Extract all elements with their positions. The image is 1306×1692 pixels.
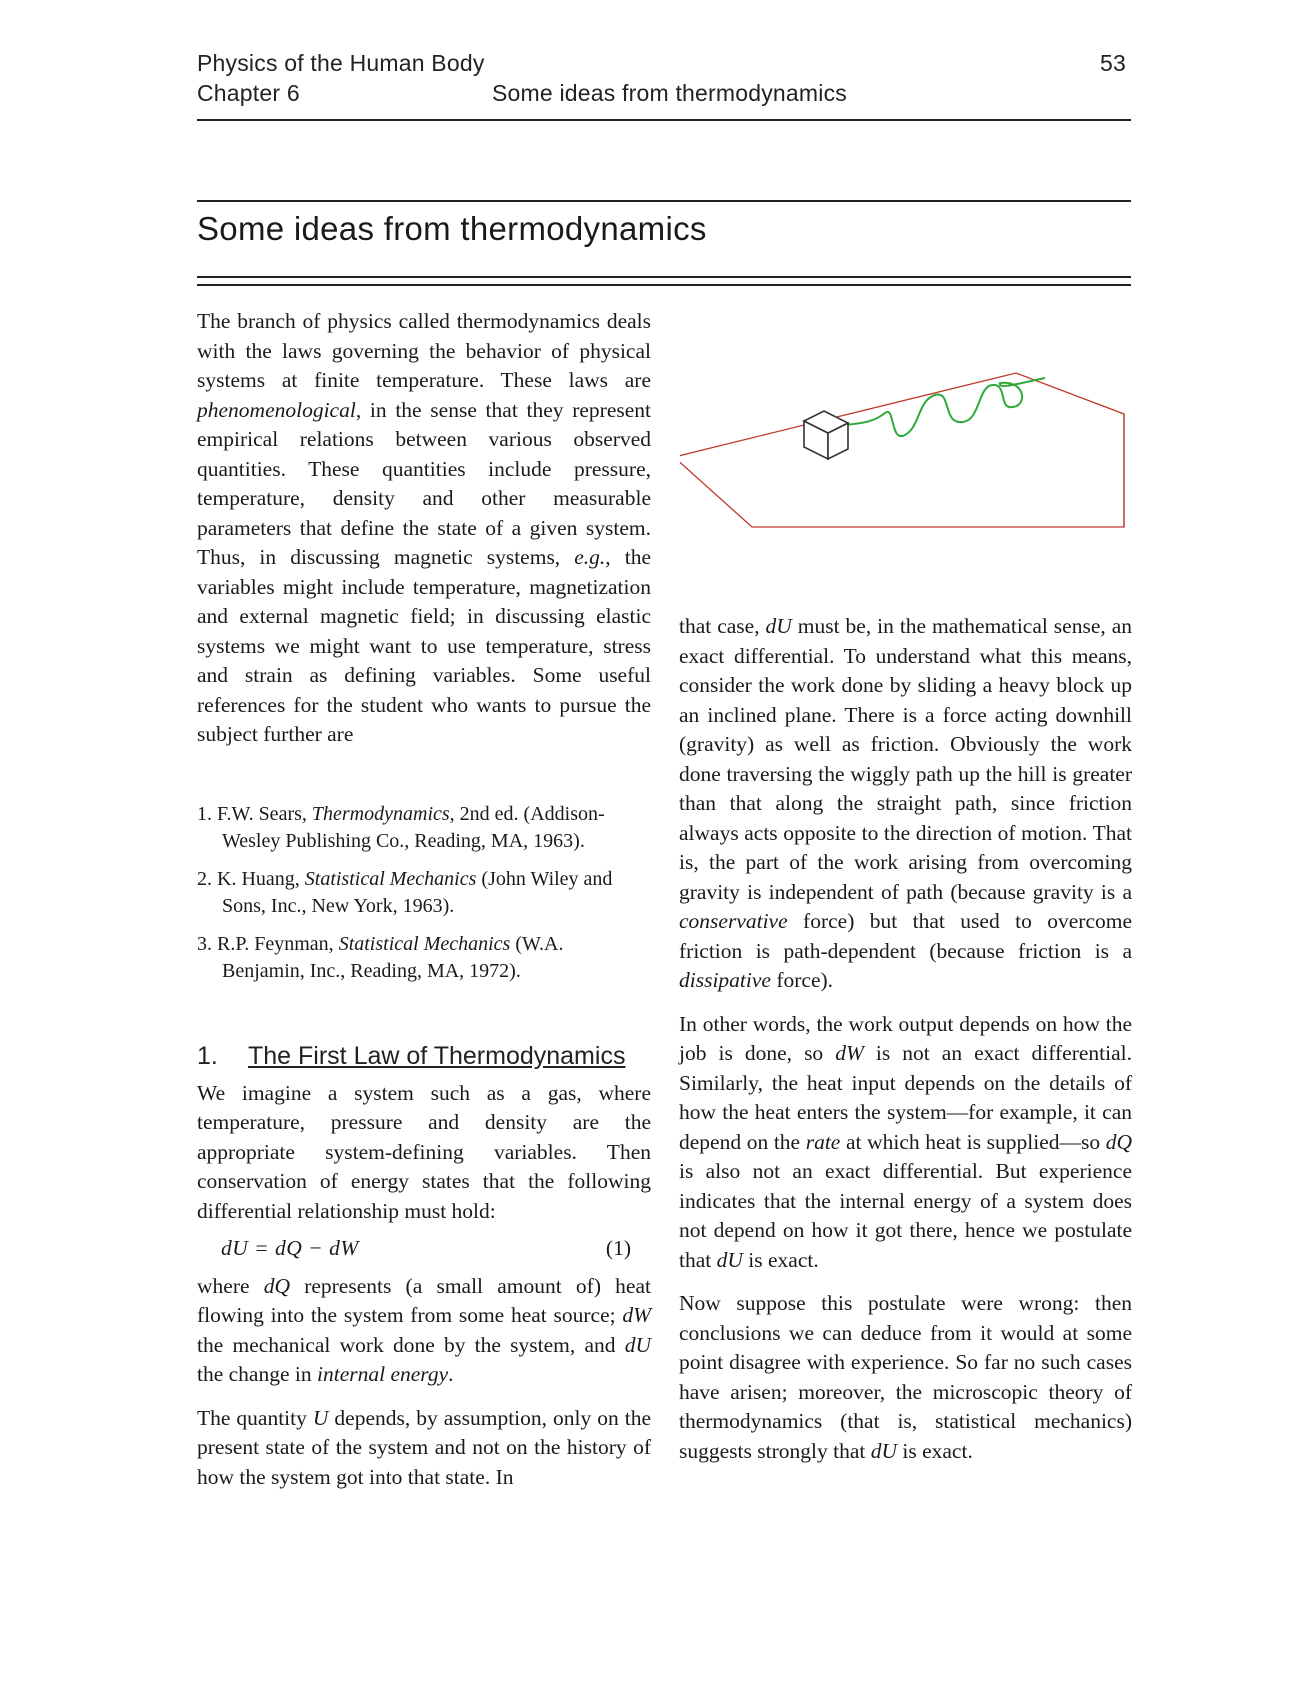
reference-item [197,801,651,855]
right-paragraph-3 [679,1289,1132,1466]
intro-text-1: The branch of physics called thermodynamics deals with the laws governing the behavior of physical systems at finite temperature. These laws are [197,309,651,392]
reference-title: Statistical Mechanics [338,932,511,955]
text-run: the mechanical work done by the system, and [197,1332,625,1357]
running-header-chapter: Chapter 6 [197,80,300,106]
emphasis-dq: dQ [263,1273,290,1298]
emphasis-dissipative: dissipative [679,968,771,992]
equation-number: (1) [605,1236,631,1260]
right-column [679,612,1132,1466]
emphasis-dw: dW [622,1303,651,1327]
reference-item [197,931,651,985]
title-bottom-rule-2 [197,284,1131,286]
reference-publisher: (John Wiley and Sons, Inc., New York, 1963). [222,867,613,917]
reference-list [197,801,651,985]
text-run: depends, by assumption, only on the present state of the system and not on the history of how the system got into that state. In [197,1405,651,1489]
header-rule [197,119,1131,121]
text-run: In other words, the work output depends on how the job is done, so [679,1011,1132,1065]
emphasis-conservative: conservative [679,909,788,933]
emphasis-internal-energy: internal energy [317,1362,449,1386]
reference-title: Statistical Mechanics [304,867,477,890]
section-heading [197,1040,651,1072]
text-run: . [448,1362,454,1386]
right-paragraph-2 [679,1010,1132,1276]
reference-author: 2. K. Huang, [197,867,305,890]
running-header-section: Some ideas from thermodynamics [492,80,847,106]
right-paragraph-1 [679,612,1132,996]
text-run: The quantity [197,1405,313,1430]
wiggly-path [830,378,1045,436]
sliding-block [804,411,848,459]
reference-author: 3. R.P. Feynman, [197,932,339,955]
section-number: 1. [197,1041,218,1070]
text-run: is also not an exact differential. But experience indicates that the internal energy of a system does not depend on how it got there, hence we postulate that [679,1159,1132,1272]
intro-emphasis-eg: e.g. [574,545,606,569]
text-run: that case, [679,614,766,638]
text-run: Now suppose this postulate were wrong: then conclusions we can deduce from it would at some point disagree with experience. So far no such cases have arisen; moreover, the microscopic theory of thermodynamics (that is, statistical mechanics) suggests strongly that [679,1291,1132,1463]
text-run: force). [770,968,834,992]
reference-publisher: (W.A. Benjamin, Inc., Reading, MA, 1972). [222,932,564,982]
text-run: is not an exact differential. Similarly, the heat input depends on the details of how the heat enters the system—for example, it can depend on the [679,1041,1132,1154]
emphasis-du: dU [765,614,792,638]
emphasis-rate: rate [805,1129,841,1154]
text-run: is exact. [742,1247,819,1272]
reference-title: Thermodynamics [311,802,450,825]
text-run: at which heat is supplied—so [840,1129,1106,1154]
running-header-book-title: Physics of the Human Body [197,50,485,76]
emphasis-du: dU [870,1438,897,1463]
page-number: 53 [1100,50,1126,76]
intro-emphasis-phenomenological: phenomenological [197,397,356,422]
title-bottom-rule [197,276,1131,278]
emphasis-dq: dQ [1105,1129,1132,1154]
inclined-plane [680,373,1124,527]
equation-body: dU = dQ − dW [221,1236,359,1260]
reference-author: 1. F.W. Sears, [197,802,312,825]
emphasis-du: dU [716,1247,743,1272]
text-run: the change in [197,1362,317,1386]
intro-paragraph [197,307,651,750]
text-run: force) but that used to overcome friction is path-dependent (because friction is a [679,909,1132,963]
emphasis-dw: dW [835,1041,864,1065]
section-paragraph-1: We imagine a system such as a gas, where temperature, pressure and density are the appropriate system-defining variables. Then conservation of energy states that the following differential relationship must hold: [197,1080,651,1223]
intro-text-3: , the variables might include temperature, magnetization and external magnetic field; in discussing elastic systems we might want to use temperature, stress and strain as defining variables. Some useful references for the student who wants to pursue the subject further are [197,545,651,746]
section-paragraph-3 [197,1404,651,1493]
text-run: must be, in the mathematical sense, an exact differential. To understand what this means, consider the work done by sliding a heavy block up an inclined plane. There is a force acting downhill (gravity) as well as friction. Obviously the work done traversing the wiggly path up the hill is greater than that along the straight path, since friction always acts opposite to the direction of motion. That is, the part of the work arising from overcoming gravity is independent of path (because gravity is a [679,614,1132,904]
reference-item [197,866,651,920]
section-paragraph-2 [197,1272,651,1390]
equation-1 [197,1234,651,1264]
text-run: represents (a small amount of) heat flowing into the system from some heat source; [197,1273,651,1327]
chapter-title: Some ideas from thermodynamics [197,210,707,247]
emphasis-du: dU [624,1332,651,1357]
intro-text-2: , in the sense that they represent empirical relations between various observed quantities. These quantities include pressure, temperature, density and other measurable parameters that define the state of a given system. Thus, in discussing magnetic systems, [197,397,651,569]
inclined-plane-figure [680,365,1130,535]
emphasis-u: U [312,1405,329,1430]
text-run: is exact. [897,1438,973,1463]
left-column [197,307,651,1492]
title-top-rule [197,200,1131,202]
reference-publisher: , 2nd ed. (Addison-Wesley Publishing Co., Reading, MA, 1963). [222,802,605,852]
text-run: where [197,1273,264,1298]
section-title: The First Law of Thermodynamics [248,1041,626,1070]
